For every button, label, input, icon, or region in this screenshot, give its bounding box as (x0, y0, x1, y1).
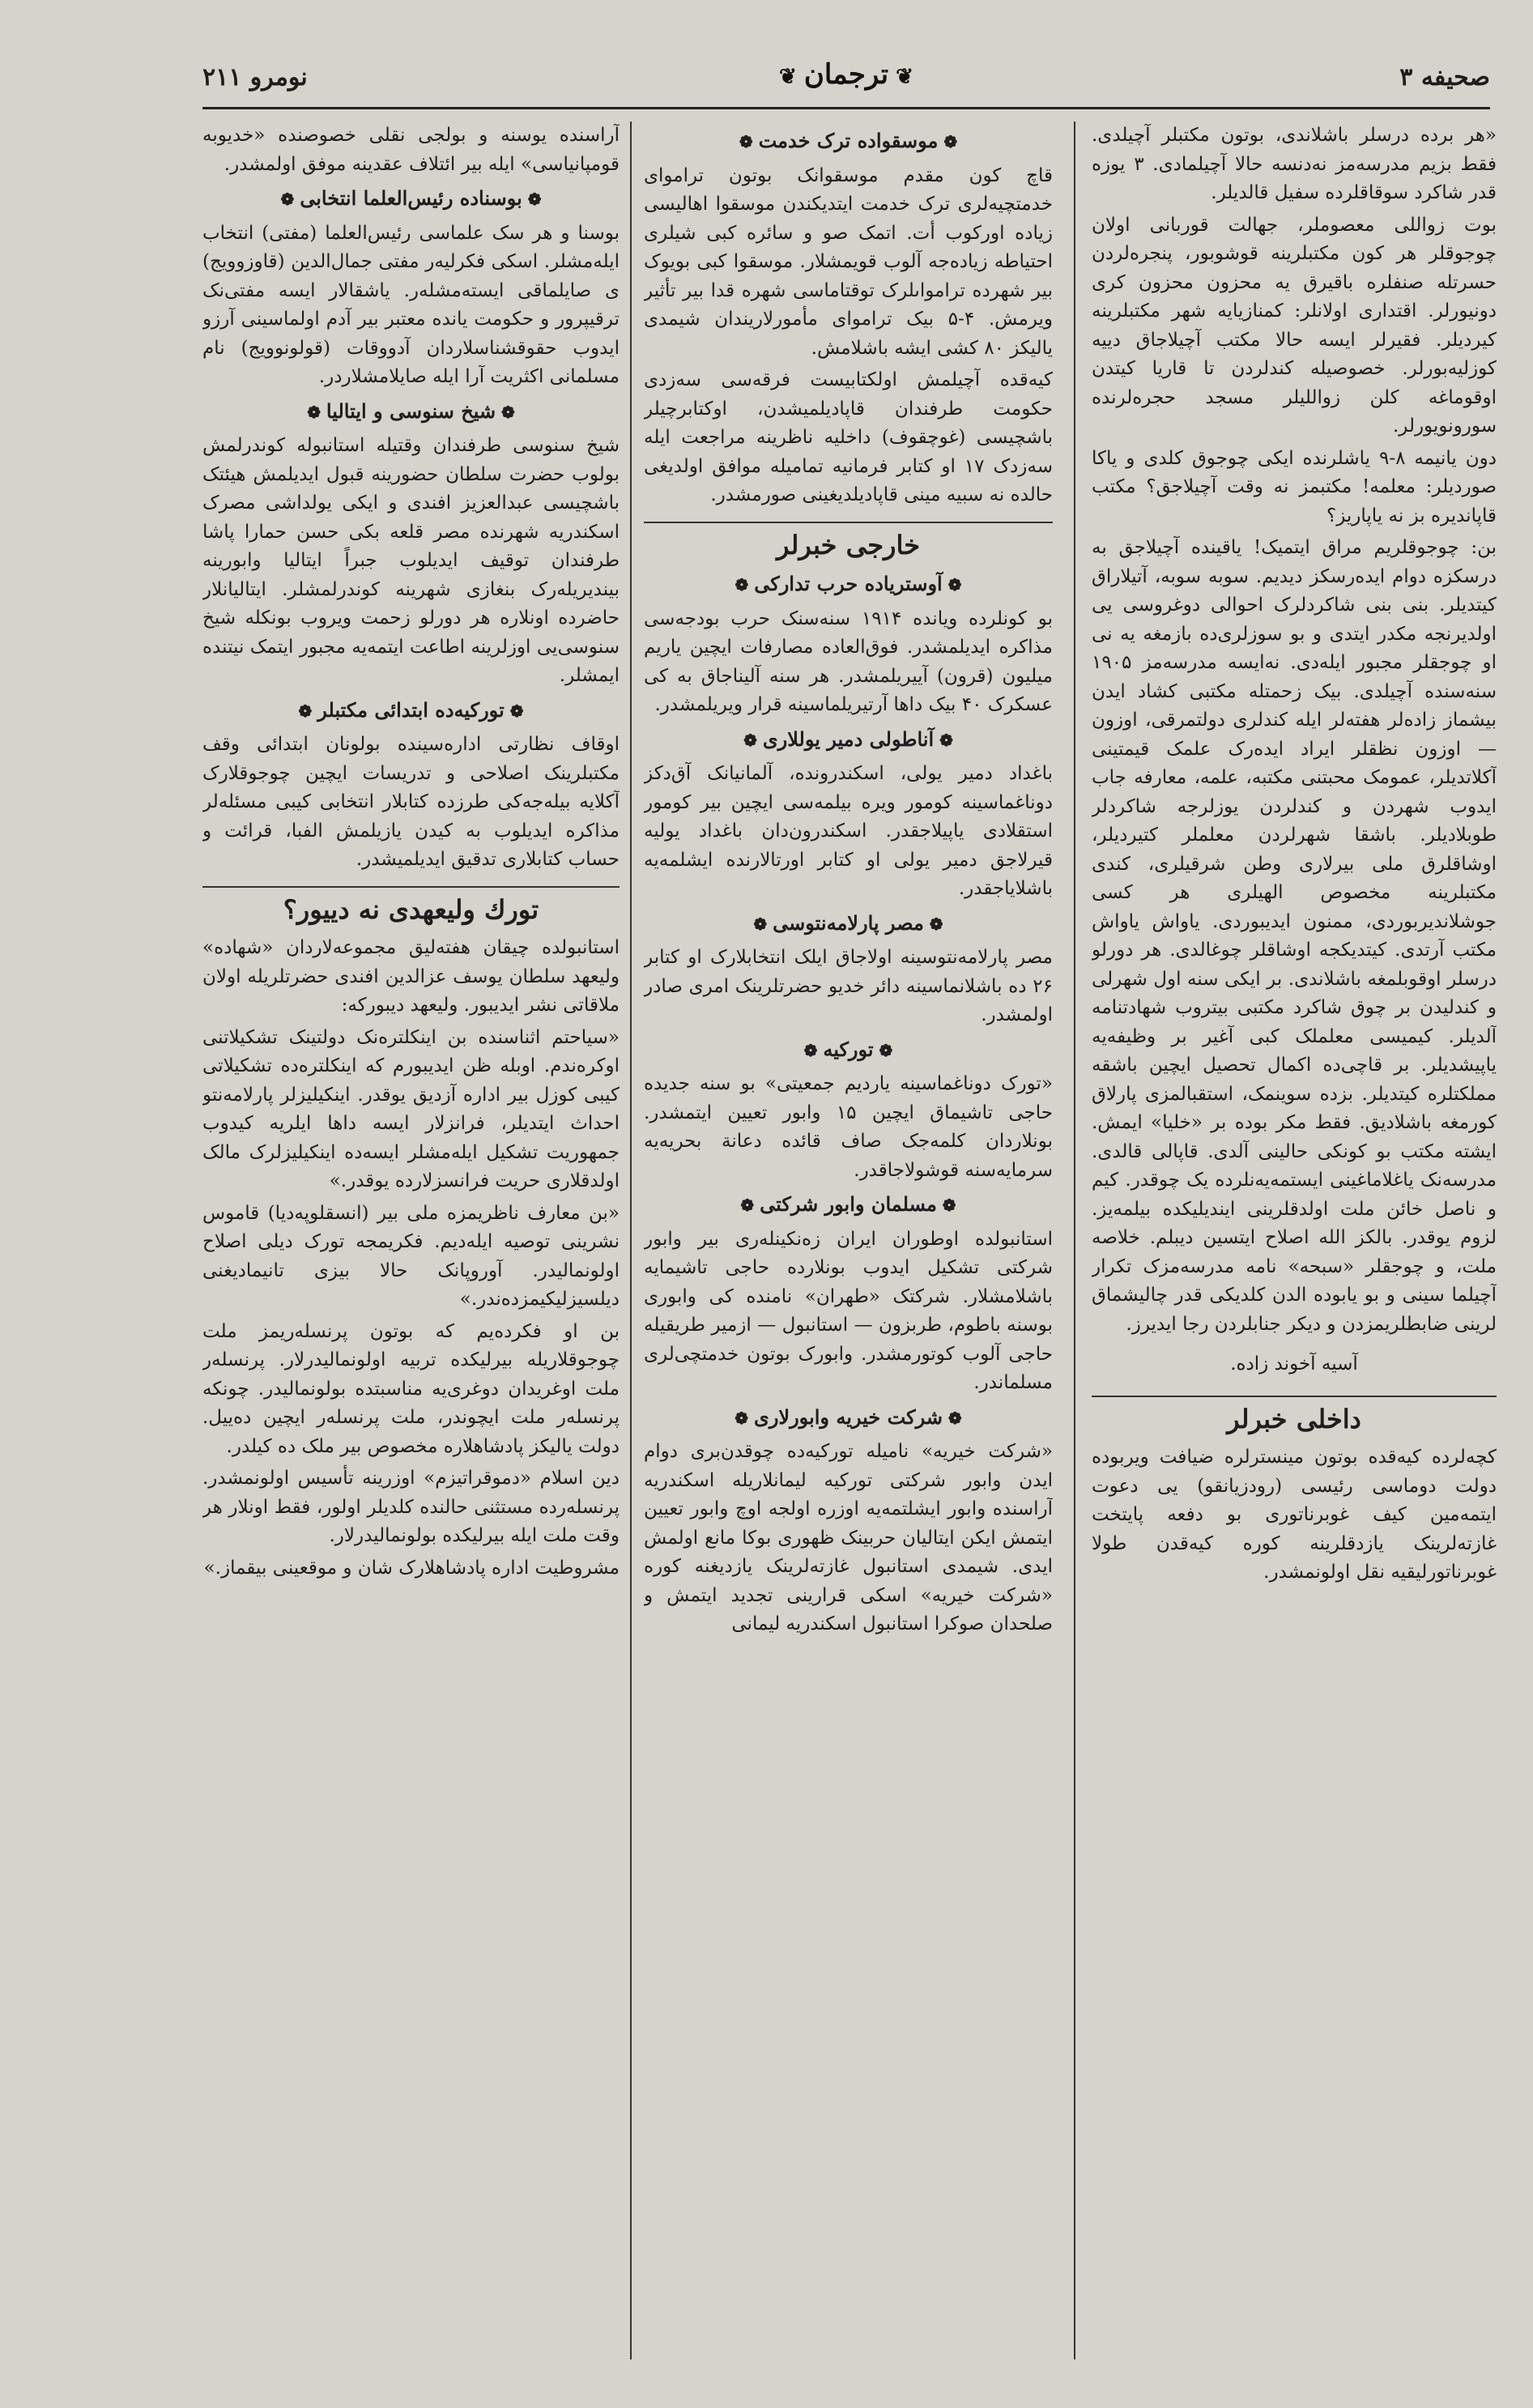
article-paragraph: باغداد دمیر یولی، اسکندرونده، آلمانیانک آق‌دکز دوناغماسینه کومور ویره بیلمه‌سی ایچین بیر کومور استقلادی یاپیلاجقدر. اسکندرون‌دان باغداد یولیه قیرلاجق دمیر یولی او کتابر اورتالارنده ایشلمه‌یه باشلایاجقدر. (644, 763, 1053, 899)
article-paragraph: «هر برده درسلر باشلاندی، بوتون مکتبلر آچیلدی. فقط بزیم مدرسه‌مز نه‌دنسه حالا آچیلمادی. ۳ یوزه قدر شاکرد سوقاقلرده سفیل قالدیلر. (1092, 125, 1497, 203)
subheading-text: آوستریاده حرب تدارکی (754, 572, 943, 595)
article-paragraph: استانبولده اوطوران ایران زه‌نکینله‌ری بیر وابور شرکتی تشکیل ایدوب بونلارده حاجی تاشیمایه باشلامشلار. شرکتک «طهران» نامنده کی وابوری بوسنه باطوم، طربزون — استانبول — ازمیر طریقیله حاجی آلوب کوتورمشدر. وابورک بوتون خدمتچی‌لری مسلماندر. (644, 1228, 1053, 1393)
subheading-text: موسقواده ترک خدمت (758, 129, 939, 152)
article-paragraph: بن: چوجوقلریم مراق ایتمیک! یاقینده آچیلاجق به درسکزه دوام ایده‌رسکز دیدیم. سوبه سوبه، آتیلاراق کیتدیلر. بنی بنی شاکردلرک احوالی دوغروسی یی اولدیرنجه مکدر ایتدی و بو سوزلری‌ده بازمغه یه نی او چوجقلر مجبور ایله‌دی. نه‌ایسه مدرسه‌مز ۱۹۰۵ سنه‌سنده آچیلدی. بیک زحمتله مکتبی کشاد ایدن بیشماز زاده‌لر هفته‌لر ایله کندلری دولتمرقی، اوزون — اوزون نظقلر ایراد ایده‌رک علمک قیمتینی آکلاتدیلر، عمومک محبتنی مکتبه، علمه، معارفه جاب ایدوب شهردن و کندلردن یوزلرجه شاکردلر طوبلادیلر. باشقا شهرلردن معلملر کتیردیلر، اوشاقلرق ملی بیرلاری وطن شرقیلری، کندی مکتبلرینه مخصوص الهیلری هر کسی جوشلاندیربوردی، ممنون ایدیبوردی. یاواش یاواش مکتب آرتدی. کیتدیکجه اوشاقلر چوغالدی. هر دورلو درسلر اوقوبلمغه باشلاندی. بر ایکی سنه اول شهرلی و کندلیدن بر چوق شاکرد مکتبی بیتروب شهادتنامه آلدیلر. کیمیسی معلملک کبی آغیر بر وظیفه‌یه یاپیشدیلر. بر قاچی‌ده اکمال تحصیل ایچین باشقه مملکتلره کیتدیلر. بزده سوینمک، استقبالمزی پارلاق کورمغه باشلادیق. فقط مکر بوده بر «خلیا» ایمش. ایشته مکتب بو کونکی حالینی آلدی. قاپالی قالدی. مدرسه‌نک یاغلاماغینی ایستمه‌یه‌نلرده یک چوقدر. کیم و ناصل خائن ملت اولدقلرینی ایندیلیکده بیلمه‌یز. لزوم یوقدر. بالکز الله اصلاح ایتسین دیبلم. خلاصه ملت، و چوجقلر «سبحه» نامه مدرسه‌مزک تکرار آچیلما سینی و بو یابوده الدن کلدیکی قدر چالیشماق لرینی ضابطلریمزدن و دیکر جنابلردن رجا ایدیرز. (1092, 537, 1497, 1335)
article-paragraph: کیه‌قده آچیلمش اولکتابیست فرقه‌سی سه‌زدی حکومت طرفندان قاپادیلمیشدن، اوکتابرچیلر باشچیسی (غوچقوف) داخلیه ناظرینه مراجعت ایله سه‌زدک ۱۷ او کتابر فرمانیه تمامیله موافق اولدیغی حالده نه سبیه مینی قاپادیلدیغینی صورمشدر. (644, 369, 1053, 505)
page-number: صحیفه ۳ (1399, 63, 1490, 92)
news-subheading: ❁ توركيه ❁ (803, 1037, 893, 1061)
news-subheading: ❁ شرکت خیریه وابورلاری ❁ (735, 1404, 962, 1429)
subheading-text: بوسناده رئیس‌العلما انتخابی (300, 186, 522, 210)
article-paragraph: بو کونلرده ویانده ۱۹۱۴ سنه‌سنک حرب بودجه‌سی مذاکره ایدیلمشدر. فوق‌العاده مصارفات ایچین یاریم میلیون (قرون) آییریلمشدر. هر سنه آلیناجاق به کی عسکرک ۴۰ بیک داها آرتیریلماسینه قرار ویریلمشدر. (644, 607, 1053, 715)
subheading-text: توركيه (823, 1037, 874, 1061)
news-subheading: ❁ موسقواده ترک خدمت ❁ (739, 129, 958, 152)
news-subheading: ❁ مسلمان وابور شرکتی ❁ (740, 1192, 956, 1216)
ornament-icon: ❦ (779, 65, 804, 89)
article-paragraph: «شرکت خیریه» نامیله تورکیه‌ده چوقدن‌بری دوام ایدن وابور شرکتی تورکیه لیمانلاریله اسکندریه آراسنده وابور ایشلتمه‌یه اوزره اولجه اوچ وابور تعیین ایتمش ایکن ایتالیان حربینک ظهوری بوکا مانع اولمش ایدی. شیمدی‌ استانبول غازته‌لرینک یازدیغنه کوره «شرکت خیریه» اسکی قرارینی تجدید ایتمش و صلحدان صوکرا استانبول اسکندریه لیمانی (644, 1441, 1053, 1634)
article-paragraph: بن او فکرده‌یم که بوتون پرنسله‌ریمز ملت چوجوقلاریله بیرلیکده تربیه اولونمالیدرلار. پرنسله‌ر ملت اوغریدان دوغری‌یه مناسبتده بولونمالیدر. چونکه پرنسله‌ر ملت ایچوندر، ملت پرنسله‌ر ایچین ده‌ییل. دولت یالیکز پادشاهلاره مخصوص بیر ملک ده کیلدر. (202, 1320, 620, 1457)
article-paragraph: اوقاف نظارتی اداره‌سینده بولونان ابتدائی وقف مکتبلرینک اصلاحی و تدریسات ایچین چوجوقلارک آکلایه بیله‌جه‌کی طرزده کتابلار انتخابی کیبی مسئله‌لر مذاکره ایدیلوب به کیدن یازیلمش الفبا، قرائت و حساب کتابلاری تدقیق ایدیلمیشدر. (202, 734, 620, 870)
ornament-icon: ❦ (888, 65, 913, 89)
article-paragraph: قاچ کون مقدم موسقوانک بوتون ترامواى خدمتچیه‌لری ترک خدمت ایتدیکندن موسقوا اهالیسی زیاده اورکوب أت. اتمک صو و سائره کبی شیلری احتیاطه زیاده‌جه آلوب قویمشلار. موسقوا کبی بویوک بیر شهرده ترامواىلرک توقتاماسی شهره قدا بیر تأثیر ویرمش. ۴-۵ بیک ترامواى مأمورلاریندان شیمدی یالیکز ۸۰ کشی ایشه باشلامش. (644, 164, 1053, 359)
column-right (1092, 121, 1497, 2359)
newspaper-title-text: ترجمان (803, 58, 889, 91)
column-divider (1074, 121, 1075, 2359)
section-heading-foreign: خارجی خبرلر (644, 522, 1053, 560)
article-paragraph: بوسنا و هر سک علماسی رئیس‌العلما (مفتی) انتخاب ایله‌مشلر. اسکی فکرلیه‌ر مفتی جمال‌الدین (قاوزوویج) ی صایلماقی ایسته‌مشله‌ر. یاشقالار ایسه مفتی‌نک ترقیپرور و حکومت یانده معتبر بیر آدم اولماسینی آرزو ایدوب حقوقشناسلاردان آدووقات (قولونوویج) نام مسلمانی اکثریت آرا ایله صایلامشلاردر. (202, 222, 620, 387)
column-divider (630, 121, 632, 2359)
author-signature: آسیه آخوند زاده. (1230, 1353, 1358, 1374)
news-subheading: ❁ آناطولی دمیر یوللاری ❁ (743, 727, 953, 751)
column-left (202, 121, 620, 2359)
column-middle (644, 121, 1053, 2359)
article-paragraph: «بن معارف ناظریمزه ملی بیر (انسقلوپه‌دیا) قاموس نشرینی توصیه ایله‌دیم. فکریمجه تورک دیلی اصلاح اولونمالیدر. آوروپانک حالا بیزی تانیمادیغنی دیلسیزلیکیمزده‌ندر.» (202, 1202, 620, 1310)
section-heading-domestic: داخلی خبرلر (1092, 1396, 1497, 1434)
subheading-text: مصر پارلامه‌نتوسی (773, 910, 924, 935)
section-heading-heir: تورك ولیعهدی نه دییور؟ (202, 886, 620, 925)
article-paragraph: «تورک دوناغماسینه یاردیم جمعیتی» بو سنه جدیده حاجی تاشیماق ایچین ۱۵ وابور تعیین ایتمشدر. بونلاردان کلمه‌جک صاف قائده دعانة بحریه‌یه سرمایه‌سنه قوشولاجاقدر. (644, 1073, 1053, 1181)
page-header (202, 57, 1490, 109)
article-paragraph: دین اسلام «دموقراتیزم» اوزرینه تأسیس اولونمشدر. پرنسله‌رده مستثنی حالنده کلدیلر اولور، فقط اونلار هر وقت ملت ایله بیرلیکده بولونمالیدرلار. (202, 1468, 620, 1546)
news-subheading: ❁ بوسناده رئیس‌العلما انتخابی ❁ (280, 186, 542, 210)
article-paragraph: استانبولده چیقان هفته‌لیق مجموعه‌لاردان «شهاده» ولیعهد سلطان یوسف عزالدین افندی حضرتلریله اولان ملاقاتی نشر ایدیبور. ولیعهد دیبورکه: (202, 937, 620, 1016)
subheading-text: تورکیه‌ده ابتدائی مکتبلر (317, 697, 505, 722)
article-paragraph: «سیاحتم اثناسنده بن اینکلتره‌نک دولتینک تشکیلاتنی اوکره‌ندم. اوبله ظن ایدیبورم که اینکلتره‌ده تشکیلاتی کیبی کوزل بیر اداره آزدیق یوقدر. اینکیلیزلر پارلامه‌نتو احداث ایتدیلر، فرانزلار ایسه داها ایلریه کیدوب جمهوریت تشکیل ایله‌مشلر ایسه‌ده اینکیلیزلرک مالک اولدقلاری حریت فرانسزلارده یوقدر.» (202, 1026, 620, 1191)
article-paragraph: مصر پارلامه‌نتوسینه اولاجاق ایلک انتخابلارک او کتابر ۲۶ ده باشلانماسینه دائر خدیو حضرتلرینک امری صادر اولمشدر. (644, 947, 1053, 1025)
article-paragraph: آراسنده یوسنه و بولجی نقلی خصوصنده «خدیوبه قومپانیاسی» ایله بیر ائتلاف عقدینه موفق اولمشدر. (202, 125, 620, 175)
issue-number: نومرو ۲۱۱ (202, 63, 308, 92)
news-subheading: ❁ آوستریاده حرب تدارکی ❁ (735, 572, 962, 595)
subheading-text: شیخ سنوسی و ایتالیا (326, 398, 496, 423)
news-subheading: ❁ تورکیه‌ده ابتدائی مکتبلر ❁ (298, 697, 524, 722)
newspaper-title (779, 58, 913, 91)
article-paragraph: کچه‌لرده کیه‌قده بوتون مینسترلره ضیافت ویربوده دولت دوماسی رئیسی (رودزیانقو) یی دعوت ایتمه‌مین کیف غوبرناتوری بو دفعه پایتخت غازته‌لرینک یازدقلرینه کوره کیه‌قدن طولا غوبرناتورلیقیه نقل اولونمشدر. (1092, 1447, 1497, 1583)
article-paragraph: مشروطیت اداره پادشاهلارک شان و موقعینی بیقماز.» (203, 1557, 620, 1579)
article-paragraph: شیخ سنوسی طرفندان وقتیله استانبوله کوندرلمش بولوب حضرت سلطان حضورینه قبول ایدیلمش هیئتک باشچیسی عبدالعزیز افندی و ایکی یولداشی مصرک اسکندریه شهرنده مصر قلعه بکی حسن حمارا پاشا طرفندان توقیف ایدیلوب جبراً ایتالیا وابورینه بیندیریله‌رک بنغازی شهرینه کوندرلمشلر. ایتالیانلار حاضرده اونلاره هر دورلو زحمت ویروب بونکله شیخ سنوسی‌یی اوزلرینه اطاعت ایتمه‌یه مجبور ایتمک نیتنده ایمشلر. (202, 435, 620, 686)
subheading-text: مسلمان وابور شرکتی (760, 1192, 937, 1216)
subheading-text: آناطولی دمیر یوللاری (762, 727, 935, 751)
news-subheading: ❁ مصر پارلامه‌نتوسی ❁ (753, 910, 943, 935)
article-paragraph: بوت زواللی معصوملر، جهالت قوربانی اولان چوجوقلر هر کون مکتبلرینه قوشوبور، پنجره‌لردن حسرتله صنفلره باقیرق یه محزون محزون کری دونیورلر. اقتداری اولانلر: کمنازیایه شهر مکتبلرینه کیردیلر. فقیرلر ایسه حالا مکتب آچیلاجاق دییه کوزلیه‌بورلر. خصوصیله کندلردن تا قاریا کیتدن اوقوماغه کلن زواللیلر مسجد حجره‌لرنده سورونویورلر. (1092, 214, 1497, 437)
subheading-text: شرکت خیریه وابورلاری (754, 1404, 943, 1429)
article-paragraph: دون یانیمه ۸-۹ یاشلرنده ایکی چوجوق کلدی و یاکا صوردیلر: معلمه! مکتبمز نه وقت آچیلاجق؟ مکتب قاپاندیره بز نه یاپاریز؟ (1092, 447, 1497, 526)
news-subheading: ❁ شیخ سنوسی و ایتالیا ❁ (307, 398, 515, 423)
